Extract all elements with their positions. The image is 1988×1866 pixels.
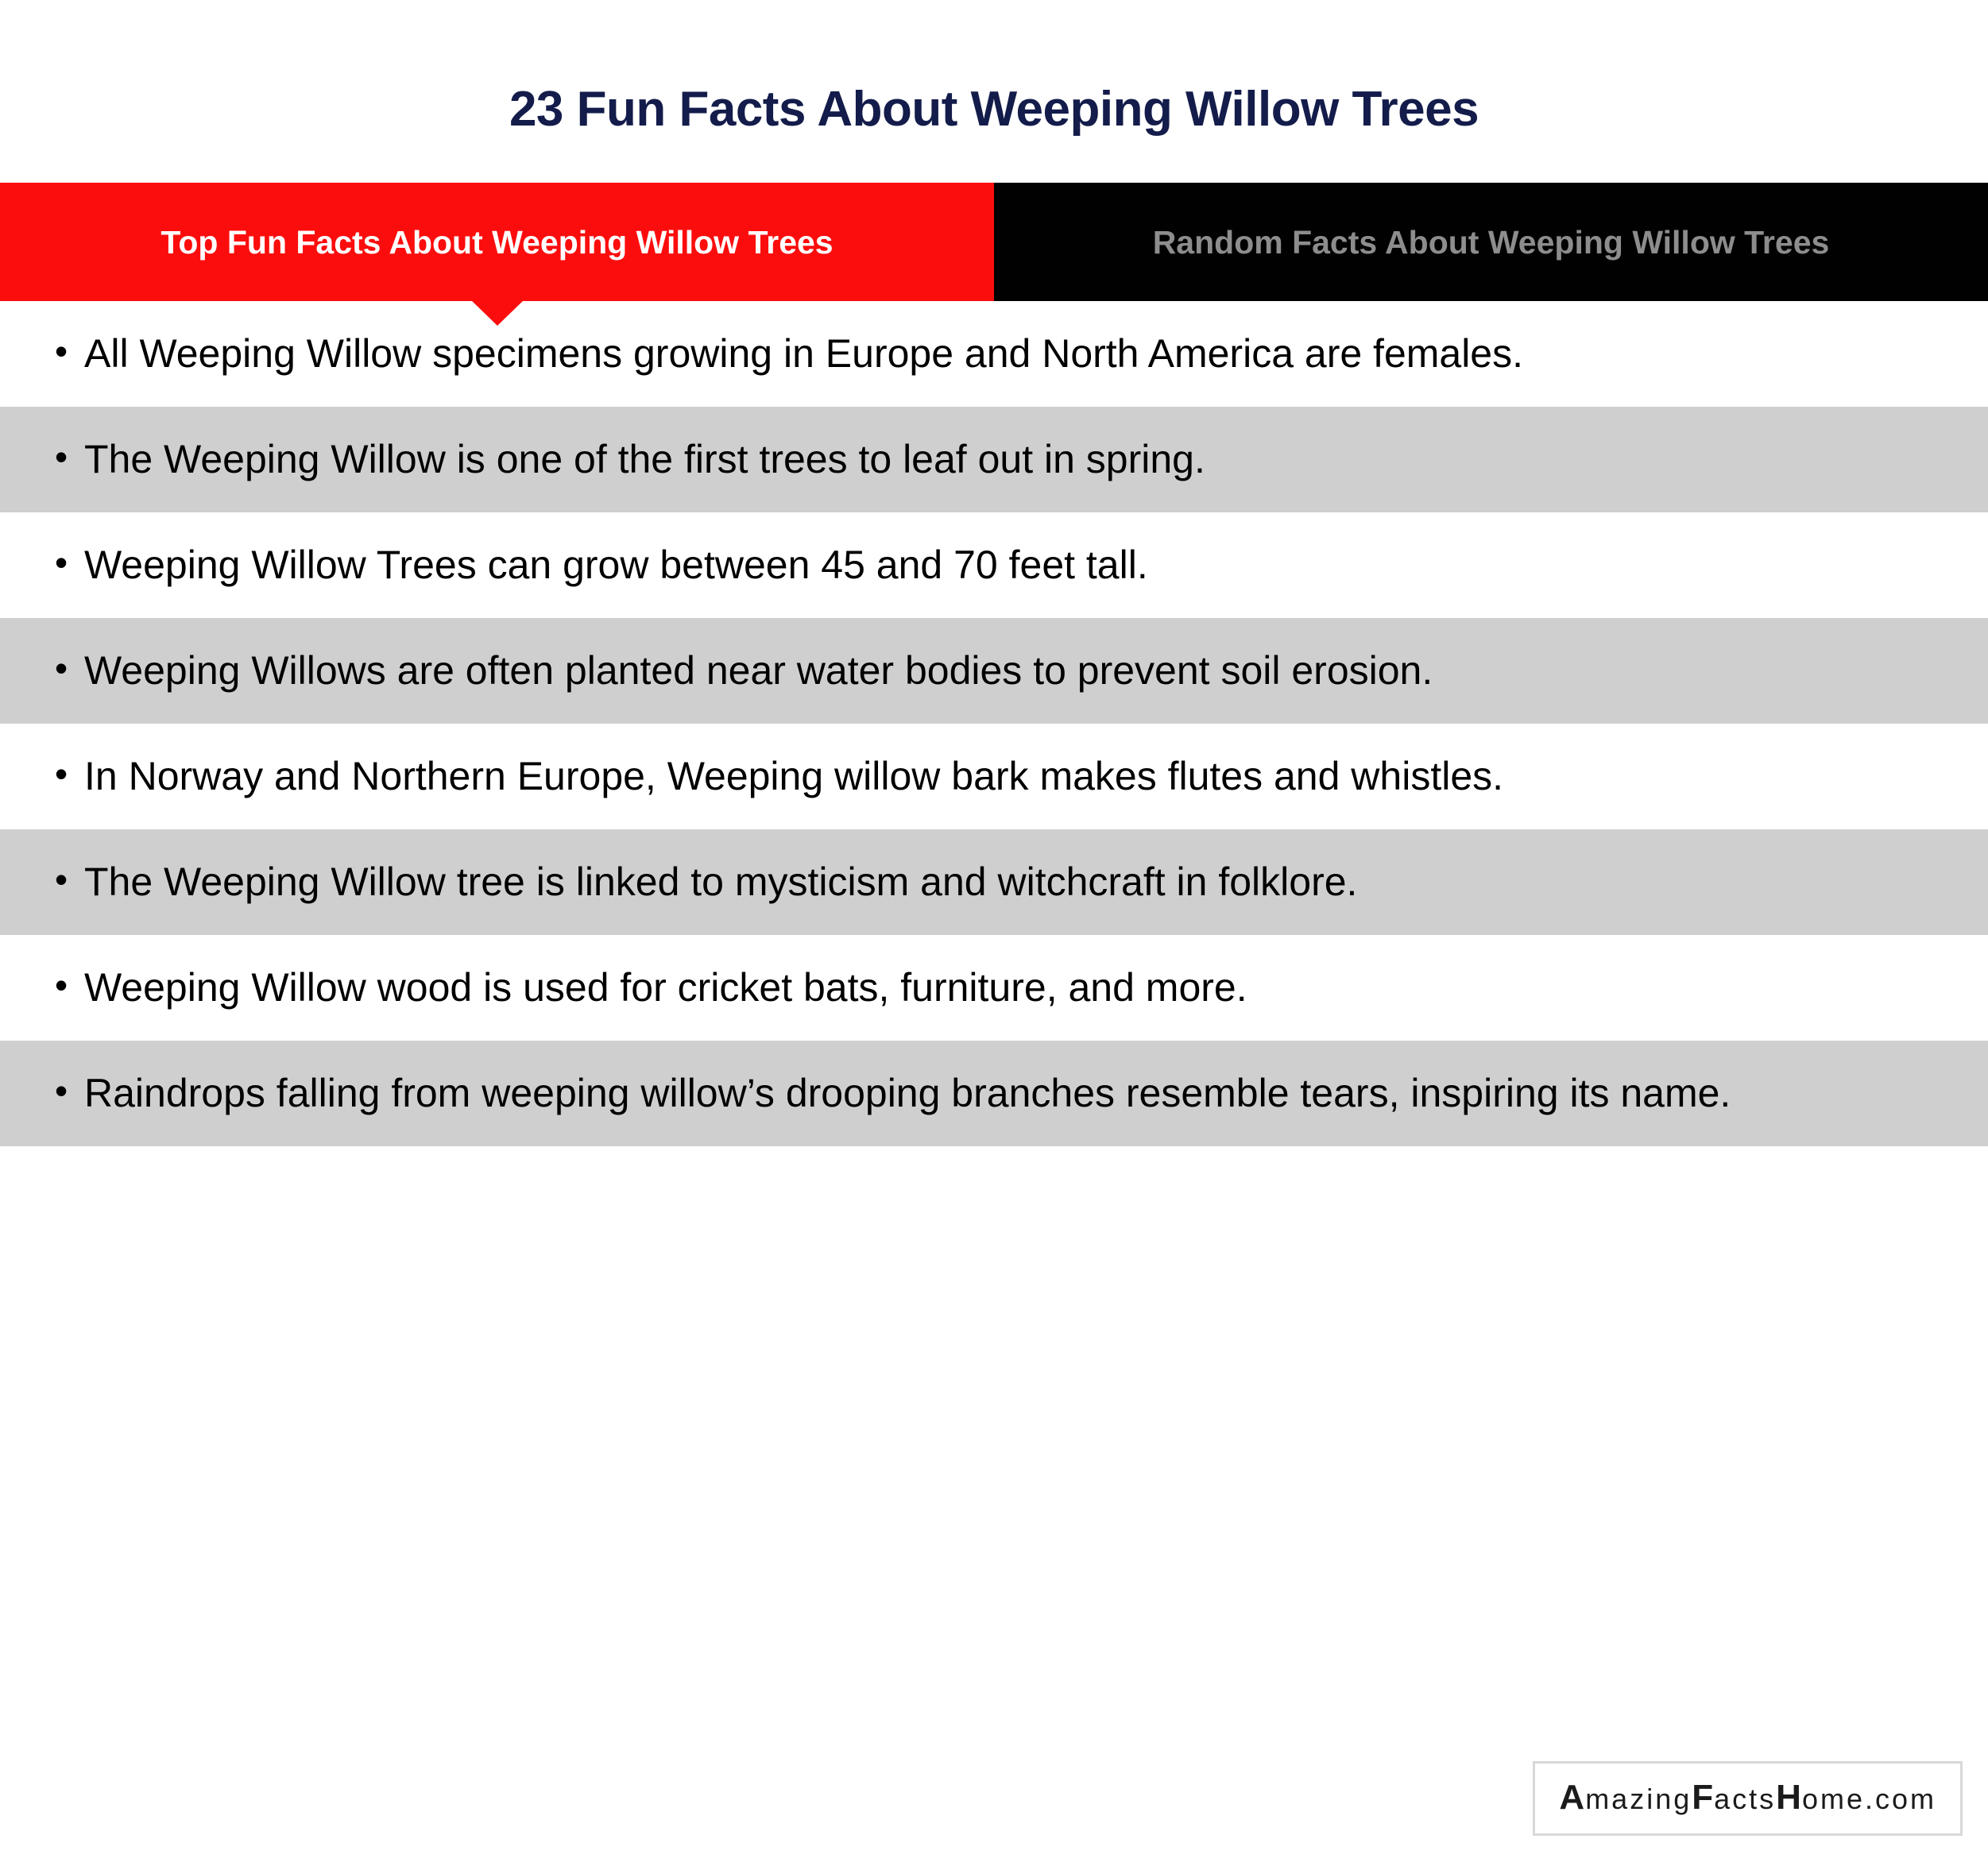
- facts-list: [0, 301, 1988, 1146]
- fact-text: Weeping Willow wood is used for cricket bats, furniture, and more.: [84, 965, 1247, 1010]
- bullet-icon: •: [54, 964, 68, 1006]
- fact-text: All Weeping Willow specimens growing in Europe and North America are females.: [84, 331, 1524, 377]
- bullet-icon: •: [54, 753, 68, 795]
- bullet-icon: •: [54, 1070, 68, 1112]
- watermark-part: H: [1776, 1777, 1802, 1817]
- fact-text: Raindrops falling from weeping willow’s drooping branches resemble tears, inspiring its name.: [84, 1071, 1731, 1116]
- fact-text: The Weeping Willow tree is linked to mysticism and witchcraft in folklore.: [84, 860, 1358, 905]
- bullet-icon: •: [54, 647, 68, 690]
- fact-text: The Weeping Willow is one of the first trees to leaf out in spring.: [84, 437, 1205, 482]
- page-title: 23 Fun Facts About Weeping Willow Trees: [509, 81, 1479, 137]
- list-item: [0, 935, 1988, 1041]
- tab-label: Random Facts About Weeping Willow Trees: [1152, 223, 1830, 261]
- bullet-icon: •: [54, 436, 68, 478]
- watermark-part: A: [1559, 1777, 1586, 1817]
- watermark-part: F: [1692, 1777, 1715, 1817]
- watermark-part: mazing: [1585, 1782, 1692, 1815]
- list-item: [0, 1041, 1988, 1146]
- bullet-icon: •: [54, 330, 68, 373]
- list-item: [0, 724, 1988, 829]
- list-item: [0, 829, 1988, 935]
- fact-text: In Norway and Northern Europe, Weeping willow bark makes flutes and whistles.: [84, 754, 1504, 799]
- list-item: [0, 512, 1988, 618]
- tab-bar: [0, 183, 1988, 301]
- list-item: [0, 301, 1988, 407]
- fact-text: Weeping Willows are often planted near water bodies to prevent soil erosion.: [84, 648, 1433, 693]
- tab-top-fun-facts[interactable]: [0, 183, 994, 301]
- watermark-part: ome: [1801, 1782, 1865, 1815]
- list-item: [0, 407, 1988, 512]
- bullet-icon: •: [54, 859, 68, 901]
- bullet-icon: •: [54, 542, 68, 584]
- list-item: [0, 618, 1988, 724]
- fact-text: Weeping Willow Trees can grow between 45 and 70 feet tall.: [84, 543, 1148, 588]
- watermark-part: acts: [1714, 1782, 1777, 1815]
- fact-card: [0, 33, 1988, 1866]
- watermark-part: .com: [1864, 1782, 1936, 1815]
- tab-random-facts[interactable]: [994, 183, 1988, 301]
- tab-label: Top Fun Facts About Weeping Willow Trees: [161, 223, 833, 261]
- watermark-logo: [1533, 1761, 1963, 1836]
